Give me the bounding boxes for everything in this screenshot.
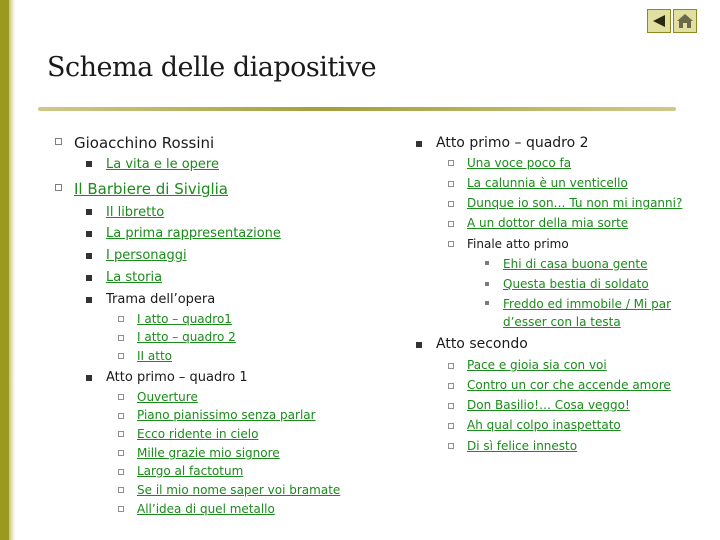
link-a-un-dottor[interactable]: A un dottor della mia sorte [467,216,629,230]
home-icon[interactable] [673,9,697,33]
link-all-idea-di-quel-metallo[interactable]: All’idea di quel metallo [137,502,275,516]
bullet-small-hollow [448,160,454,166]
link-ah-qual-colpo[interactable]: Ah qual colpo inaspettato [467,418,621,432]
bullet-small-hollow [118,394,124,400]
bullet-solid [416,342,422,348]
link-questa-bestia[interactable]: Questa bestia di soldato [503,277,649,291]
bullet-small-hollow [118,413,124,419]
bullet-small-hollow [118,450,124,456]
link-mille-grazie[interactable]: Mille grazie mio signore [137,446,280,460]
bullet-dot [485,282,489,286]
bullet-small-hollow [118,487,124,493]
bullet-solid [86,275,92,281]
link-largo-al-factotum[interactable]: Largo al factotum [137,464,244,478]
link-i-personaggi[interactable]: I personaggi [106,248,187,263]
link-ehi-di-casa[interactable]: Ehi di casa buona gente [503,257,648,271]
link-piano-pianissimo[interactable]: Piano pianissimo senza parlar [137,408,316,422]
link-la-vita-e-le-opere[interactable]: La vita e le opere [106,157,219,172]
bullet-hollow [55,138,62,145]
link-contro-un-cor[interactable]: Contro un cor che accende amore [467,378,671,392]
link-freddo-ed-immobile[interactable]: Freddo ed immobile / Mi par [503,297,672,311]
bullet-solid [86,297,92,303]
bullet-small-hollow [448,201,454,207]
link-i-atto-quadro-2[interactable]: I atto – quadro 2 [137,330,236,344]
link-d-esser-con-la-testa[interactable]: d’esser con la testa [503,315,621,329]
bullet-solid [86,253,92,259]
item-atto-primo-quadro-1: Atto primo – quadro 1 [106,370,248,385]
section-gioacchino-rossini: Gioacchino Rossini [74,134,215,152]
link-la-calunnia[interactable]: La calunnia è un venticello [467,176,628,190]
bullet-small-hollow [448,443,454,449]
title-divider [38,107,676,111]
link-i-atto-quadro1[interactable]: I atto – quadro1 [137,312,232,326]
link-ecco-ridente[interactable]: Ecco ridente in cielo [137,427,259,441]
bullet-dot [485,261,489,265]
item-finale-atto-primo: Finale atto primo [467,237,569,251]
bullet-solid [86,161,92,167]
sidebar-bar [0,0,9,540]
link-dunque-io-son[interactable]: Dunque io son… Tu non mi inganni? [467,196,683,210]
slide-title: Schema delle diapositive [47,52,377,83]
nav-buttons [647,9,697,33]
item-trama-dell-opera: Trama dell’opera [106,292,216,307]
sidebar-fade [9,0,15,540]
bullet-small-hollow [448,221,454,227]
bullet-small-hollow [118,353,124,359]
bullet-solid [86,375,92,381]
link-pace-e-gioia[interactable]: Pace e gioia sia con voi [467,358,607,372]
link-ii-atto[interactable]: II atto [137,349,172,363]
link-se-il-mio-nome[interactable]: Se il mio nome saper voi bramate [137,483,341,497]
link-la-storia[interactable]: La storia [106,270,163,285]
bullet-small-hollow [448,181,454,187]
section-atto-secondo: Atto secondo [436,336,528,352]
bullet-small-hollow [448,403,454,409]
bullet-solid [86,231,92,237]
bullet-small-hollow [118,316,124,322]
bullet-small-hollow [448,363,454,369]
bullet-dot [485,301,489,305]
link-di-si-felice-innesto[interactable]: Di sì felice innesto [467,439,578,453]
link-una-voce-poco-fa[interactable]: Una voce poco fa [467,156,572,170]
bullet-hollow [55,184,62,191]
section-atto-primo-quadro-2: Atto primo – quadro 2 [436,135,589,151]
bullet-small-hollow [118,506,124,512]
bullet-small-hollow [118,469,124,475]
bullet-small-hollow [448,241,454,247]
back-arrow-icon[interactable] [647,9,671,33]
bullet-small-hollow [448,383,454,389]
bullet-solid [86,209,92,215]
link-il-barbiere-di-siviglia[interactable]: Il Barbiere di Siviglia [74,180,228,198]
link-la-prima-rappresentazione[interactable]: La prima rappresentazione [106,226,281,241]
bullet-small-hollow [118,431,124,437]
link-ouverture[interactable]: Ouverture [137,390,198,404]
link-don-basilio[interactable]: Don Basilio!… Cosa veggo! [467,398,630,412]
bullet-small-hollow [448,423,454,429]
bullet-solid [416,141,422,147]
link-il-libretto[interactable]: Il libretto [106,205,165,220]
bullet-small-hollow [118,335,124,341]
